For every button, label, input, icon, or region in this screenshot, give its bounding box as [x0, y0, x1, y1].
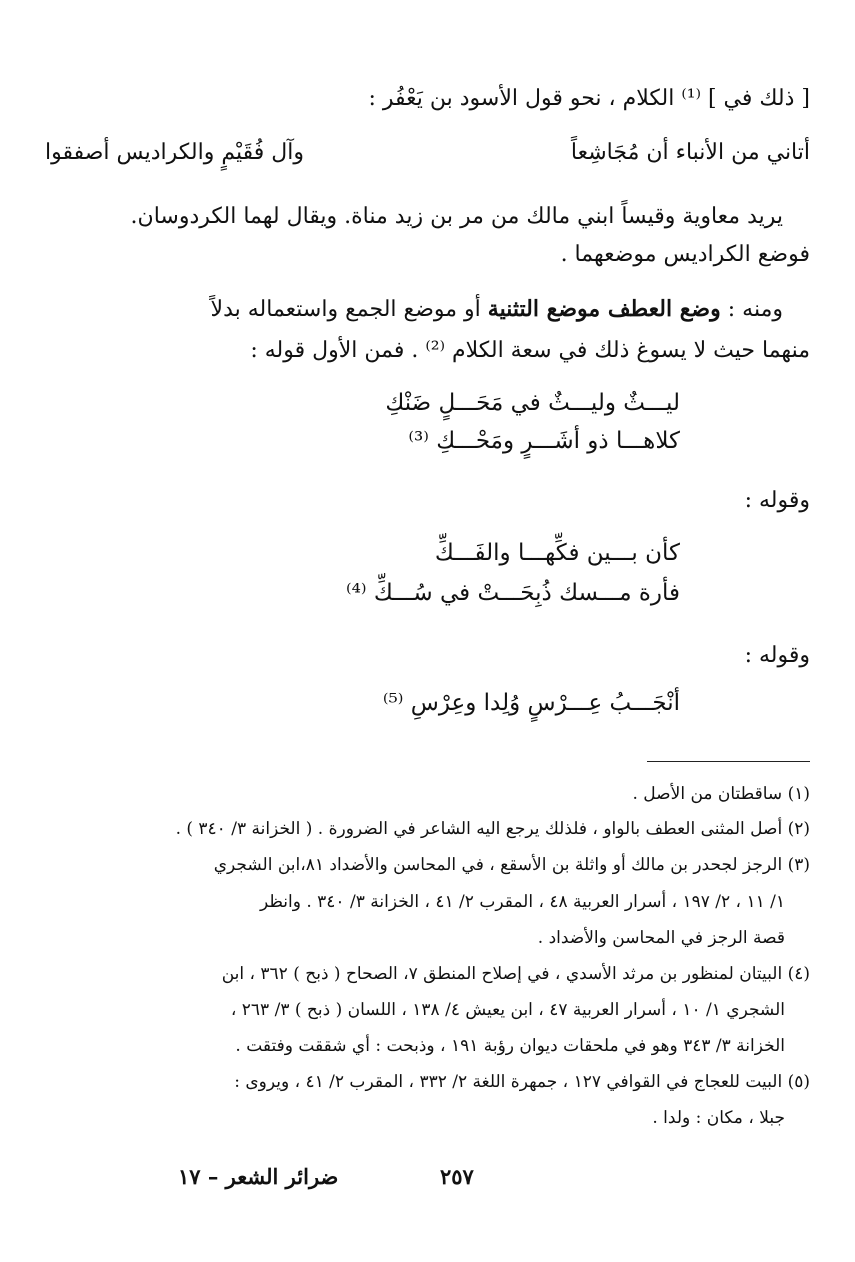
footnote-2: (٢) أصل المثنى العطف بالواو ، فلذلك يرجع اليه الشاعر في الضرورة . ( الخزانة ٣/ ٣٤٠ ) .	[175, 819, 810, 839]
footnote-4-line-2: الشجري ١/ ١٠ ، أسرار العربية ٤٧ ، ابن يعيش ٤/ ١٣٨ ، اللسان ( ذبح ) ٣/ ٢٦٣ ،	[230, 1000, 785, 1020]
footnote-5-line-2: جبلا ، مكان : ولدا .	[652, 1108, 785, 1128]
text-line-5	[13, 296, 783, 323]
text-line-5-intro: ومنه :	[727, 297, 783, 322]
footnote-3-line-1: (٣) الرجز لجحدر بن مالك أو واثلة بن الأسقع ، في المحاسن والأضداد ٨١،ابن الشجري	[213, 855, 810, 875]
footnote-4-line-1: (٤) البيتان لمنظور بن مرثد الأسدي ، في إصلاح المنطق ٧، الصحاح ( ذبح ) ٣٦٢ ، ابن	[221, 964, 810, 984]
footnote-1: (١) ساقطتان من الأصل .	[632, 784, 810, 804]
text-line-6: منهما حيث لا يسوغ ذلك في سعة الكلام ⁽²⁾ . فمن الأول قوله :	[250, 338, 810, 363]
verse-2-line-2: كلاهـــا ذو أشَـــرٍ ومَحْـــكِ ⁽³⁾	[408, 428, 680, 454]
section-heading: وضع العطف موضع التثنية	[487, 296, 721, 322]
footnote-3-line-3: قصة الرجز في المحاسن والأضداد .	[537, 928, 785, 948]
footnote-separator	[647, 761, 810, 762]
page-number: ٢٥٧	[440, 1164, 474, 1189]
verse-4-line-1: أنْجَـــبُ عِـــرْسٍ وُلِدا وعِرْسِ ⁽⁵⁾	[382, 690, 680, 716]
qawluh-label-1: وقوله :	[744, 488, 810, 513]
footnote-4-line-3: الخزانة ٣/ ٣٤٣ وهو في ملحقات ديوان رؤبة ١٩١ ، وذبحت : أي شققت وفتقت .	[235, 1036, 785, 1056]
text-line-1: [ ذلك في ] ⁽¹⁾ الكلام ، نحو قول الأسود بن يَعْفُر :	[368, 86, 810, 111]
book-signature: ضرائر الشعر – ١٧	[178, 1164, 339, 1189]
qawluh-label-2: وقوله :	[744, 643, 810, 668]
verse-1-second-hemistich: وآل فُقَيْمٍ والكراديس أصفقوا	[45, 140, 304, 165]
text-line-3: يريد معاوية وقيساً ابني مالك من مر بن زيد مناة. ويقال لهما الكردوسان.	[130, 204, 783, 229]
footnote-5-line-1: (٥) البيت للعجاج في القوافي ١٢٧ ، جمهرة اللغة ٢/ ٣٣٢ ، المقرب ٢/ ٤١ ، ويروى :	[234, 1072, 810, 1092]
text-line-5-rest: أو موضع الجمع واستعماله بدلاً	[210, 297, 481, 322]
verse-3-line-1: كأن بـــين فكِّهـــا والفَـــكِّ	[434, 540, 680, 566]
footnote-3-line-2: ١/ ١١ ، ٢/ ١٩٧ ، أسرار العربية ٤٨ ، المقرب ٢/ ٤١ ، الخزانة ٣/ ٣٤٠ . وانظر	[259, 892, 785, 912]
text-line-4: فوضع الكراديس موضعهما .	[560, 242, 810, 267]
verse-1-first-hemistich: أتاني من الأنباء أن مُجَاشِعاً	[570, 140, 810, 165]
verse-2-line-1: ليـــثٌ وليـــثٌ في مَحَـــلٍ ضَنْكِ	[385, 390, 680, 416]
verse-3-line-2: فأرة مـــسك ذُبِحَـــتْ في سُـــكِّ ⁽⁴⁾	[345, 580, 680, 606]
